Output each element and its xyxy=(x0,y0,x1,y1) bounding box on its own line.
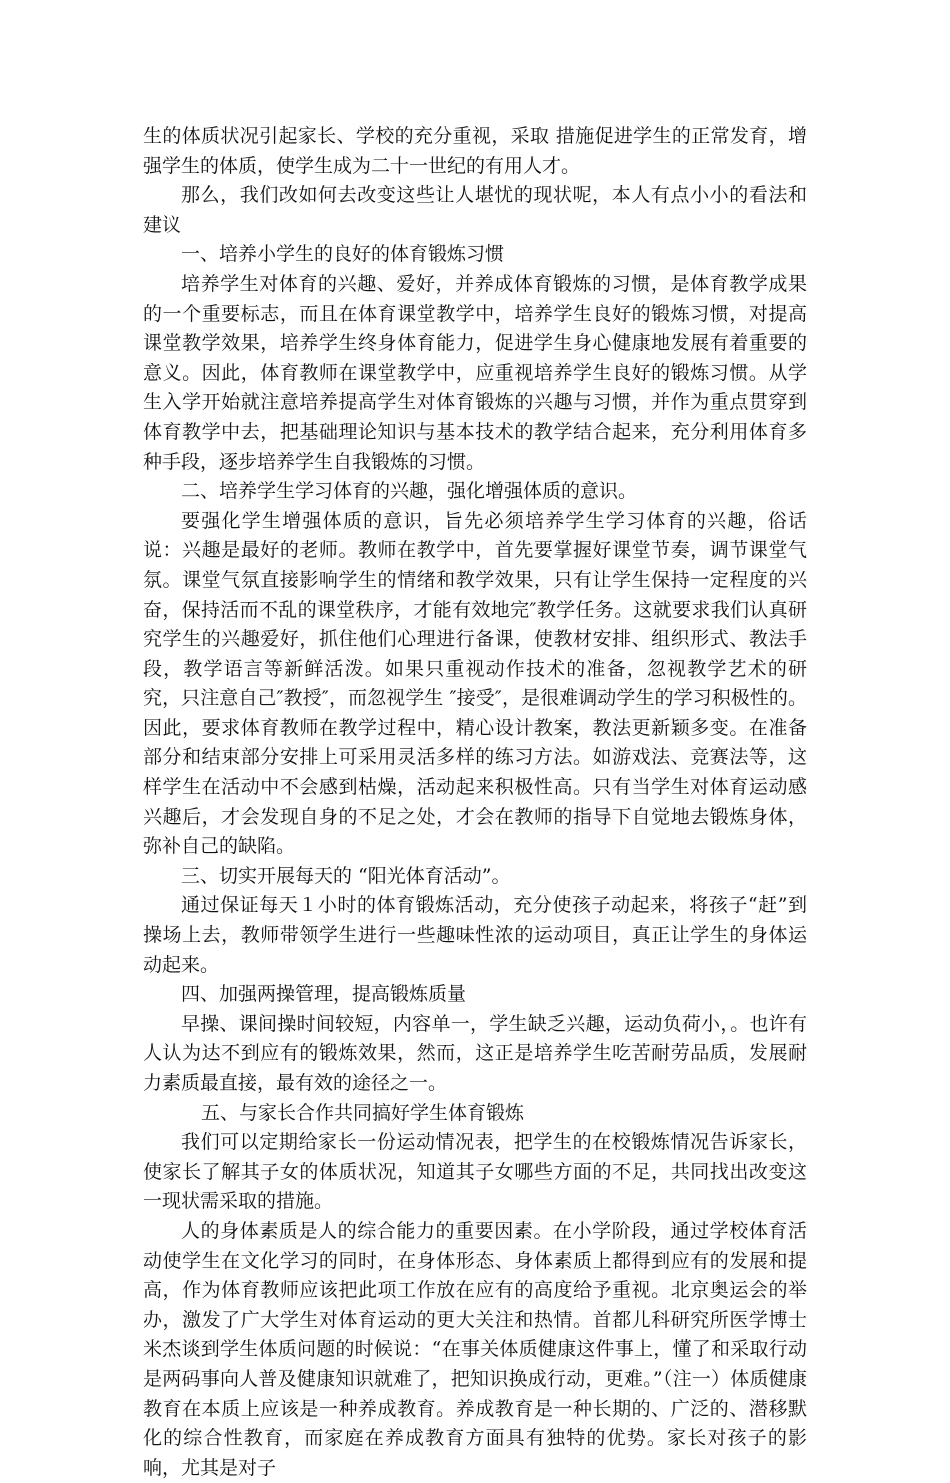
paragraph-continuation: 生的体质状况引起家长、学校的充分重视，采取 措施促进学生的正常发育，增强学生的体质，使学生成为二十一世纪的有用人才。 xyxy=(143,125,807,177)
section-heading-4: 四、加强两操管理，提高锻炼质量 xyxy=(181,983,467,1006)
paragraph-section-5a: 我们可以定期给家长一份运动情况表，把学生的在校锻炼情况告诉家长，使家长了解其子女的体质状况，知道其子女哪些方面的不足，共同找出改变这一现状需采取的措施。 xyxy=(143,1131,807,1213)
paragraph-section-5b: 人的身体素质是人的综合能力的重要因素。在小学阶段，通过学校体育活动使学生在文化学习的同时，在身体形态、身体素质上都得到应有的发展和提高，作为体育教师应该把此项工作放在应有的高度给予重视。北京奥运会的举办，激发了广大学生对体育运动的更大关注和热情。首都儿科研究所医学博士米杰谈到学生体质问题的时候说：“在事关体质健康这件事上，懂了和采取行动是两码事向人普及健康知识就难了，把知识换成行动，更难。”（注一）体质健康教育在本质上应该是一种养成教育。养成教育是一种长期的、广泛的、潜移默化的综合性教育，而家庭在养成教育方面具有独特的优势。家长对孩子的影响，尤其是对子 xyxy=(143,1219,807,1479)
document-body xyxy=(143,122,807,1483)
section-heading-2: 二、培养学生学习体育的兴趣，强化增强体质的意识。 xyxy=(181,480,638,503)
paragraph-section-3: 通过保证每天１小时的体育锻炼活动，充分使孩子动起来，将孩子“赶”到操场上去，教师带领学生进行一些趣味性浓的运动项目，真正让学生的身体运动起来。 xyxy=(143,894,807,976)
paragraph-section-4: 早操、课间操时间较短，内容单一，学生缺乏兴趣，运动负荷小，。也许有人认为达不到应有的锻炼效果，然而，这正是培养学生吃苦耐劳品质，发展耐力素质最直接，最有效的途径之一。 xyxy=(143,1012,807,1094)
section-heading-5: 五、与家长合作共同搞好学生体育锻炼 xyxy=(201,1101,525,1124)
paragraph-intro: 那么，我们改如何去改变这些让人堪忧的现状呢，本人有点小小的看法和建议 xyxy=(143,184,807,236)
paragraph-section-1: 培养学生对体育的兴趣、爱好，并养成体育锻炼的习惯，是体育教学成果的一个重要标志，而且在体育课堂教学中，培养学生良好的锻炼习惯，对提高课堂教学效果，培养学生终身体育能力，促进学生身心健康地发展有着重要的意义。因此，体育教师在课堂教学中，应重视培养学生良好的锻炼习惯。从学生入学开始就注意培养提高学生对体育锻炼的兴趣与习惯，并作为重点贯穿到体育教学中去，把基础理论知识与基本技术的教学结合起来，充分利用体育多种手段，逐步培养学生自我锻炼的习惯。 xyxy=(143,272,807,473)
paragraph-section-2: 要强化学生增强体质的意识，旨先必须培养学生学习体育的兴趣，俗话说：兴趣是最好的老师。教师在教学中，首先要掌握好课堂节奏，调节课堂气氛。课堂气氛直接影响学生的情绪和教学效果，只有让学生保持一定程度的兴奋，保持活而不乱的课堂秩序，才能有效地完″教学任务。这就要求我们认真研究学生的兴趣爱好，抓住他们心理进行备课，使教材安排、组织形式、教法手段，教学语言等新鲜活泼。如果只重视动作技术的准备，忽视教学艺术的研究，只注意自己″教授″，而忽视学生 ″接受″，是很难调动学生的学习积极性的。因此，要求体育教师在教学过程中，精心设计教案，教法更新颖多变。在准备部分和结束部分安排上可采用灵活多样的练习方法。如游戏法、竞赛法等，这样学生在活动中不会感到枯燥，活动起来积极性高。只有当学生对体育运动感兴趣后，才会发现自身的不足之处，才会在教师的指导下自觉地去锻炼身体，弥补自己的缺陷。 xyxy=(143,509,807,858)
section-heading-1: 一、培养小学生的良好的体育锻炼习惯 xyxy=(181,243,505,266)
section-heading-3: 三、切实开展每天的 “阳光体育活动”。 xyxy=(181,864,511,887)
